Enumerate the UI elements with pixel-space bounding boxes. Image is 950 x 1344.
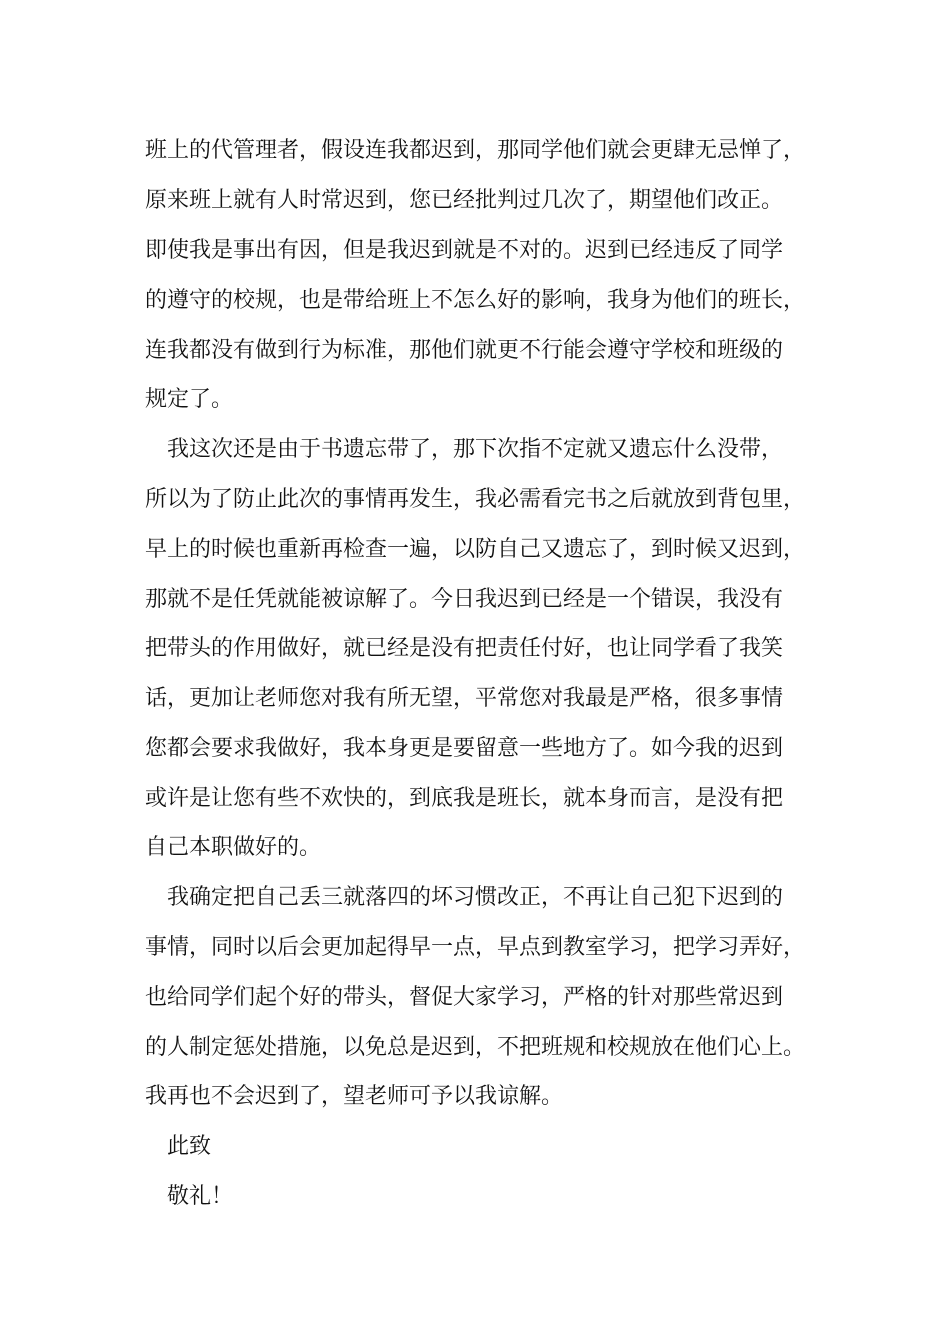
text-line: 我确定把自己丢三就落四的坏习惯改正，不再让自己犯下迟到的 xyxy=(167,885,784,910)
text-line: 的人制定惩处措施，以免总是迟到，不把班规和校规放在他们心上。 xyxy=(145,1035,806,1060)
text-line: 连我都没有做到行为标准，那他们就更不行能会遵守学校和班级的 xyxy=(145,338,784,363)
text-line: 的遵守的校规，也是带给班上不怎么好的影响，我身为他们的班长， xyxy=(145,288,806,313)
text-line: 所以为了防止此次的事情再发生，我必需看完书之后就放到背包里， xyxy=(145,487,806,512)
text-line: 原来班上就有人时常迟到，您已经批判过几次了，期望他们改正。 xyxy=(145,188,784,213)
text-line: 我再也不会迟到了，望老师可予以我谅解。 xyxy=(145,1084,564,1109)
text-line: 我这次还是由于书遗忘带了，那下次指不定就又遗忘什么没带， xyxy=(167,437,784,462)
text-line: 早上的时候也重新再检查一遍，以防自己又遗忘了，到时候又迟到， xyxy=(145,537,806,562)
text-line: 把带头的作用做好，就已经是没有把责任付好，也让同学看了我笑 xyxy=(145,636,784,661)
closing-salutation: 此致 xyxy=(167,1134,212,1159)
text-line: 那就不是任凭就能被谅解了。今日我迟到已经是一个错误，我没有 xyxy=(145,587,784,612)
closing-regards: 敬礼！ xyxy=(167,1184,234,1209)
text-line: 或许是让您有些不欢快的，到底我是班长，就本身而言，是没有把 xyxy=(145,786,784,811)
text-line: 您都会要求我做好，我本身更是要留意一些地方了。如今我的迟到 xyxy=(145,736,784,761)
text-line: 规定了。 xyxy=(145,387,234,412)
text-line: 自己本职做好的。 xyxy=(145,835,322,860)
text-line: 即使我是事出有因，但是我迟到就是不对的。迟到已经违反了同学 xyxy=(145,238,784,263)
text-line: 班上的代管理者，假设连我都迟到，那同学他们就会更肆无忌惮了， xyxy=(145,138,806,163)
text-line: 也给同学们起个好的带头，督促大家学习，严格的针对那些常迟到 xyxy=(145,985,784,1010)
text-line: 话，更加让老师您对我有所无望，平常您对我最是严格，很多事情 xyxy=(145,686,784,711)
text-line: 事情，同时以后会更加起得早一点，早点到教室学习，把学习弄好， xyxy=(145,935,806,960)
